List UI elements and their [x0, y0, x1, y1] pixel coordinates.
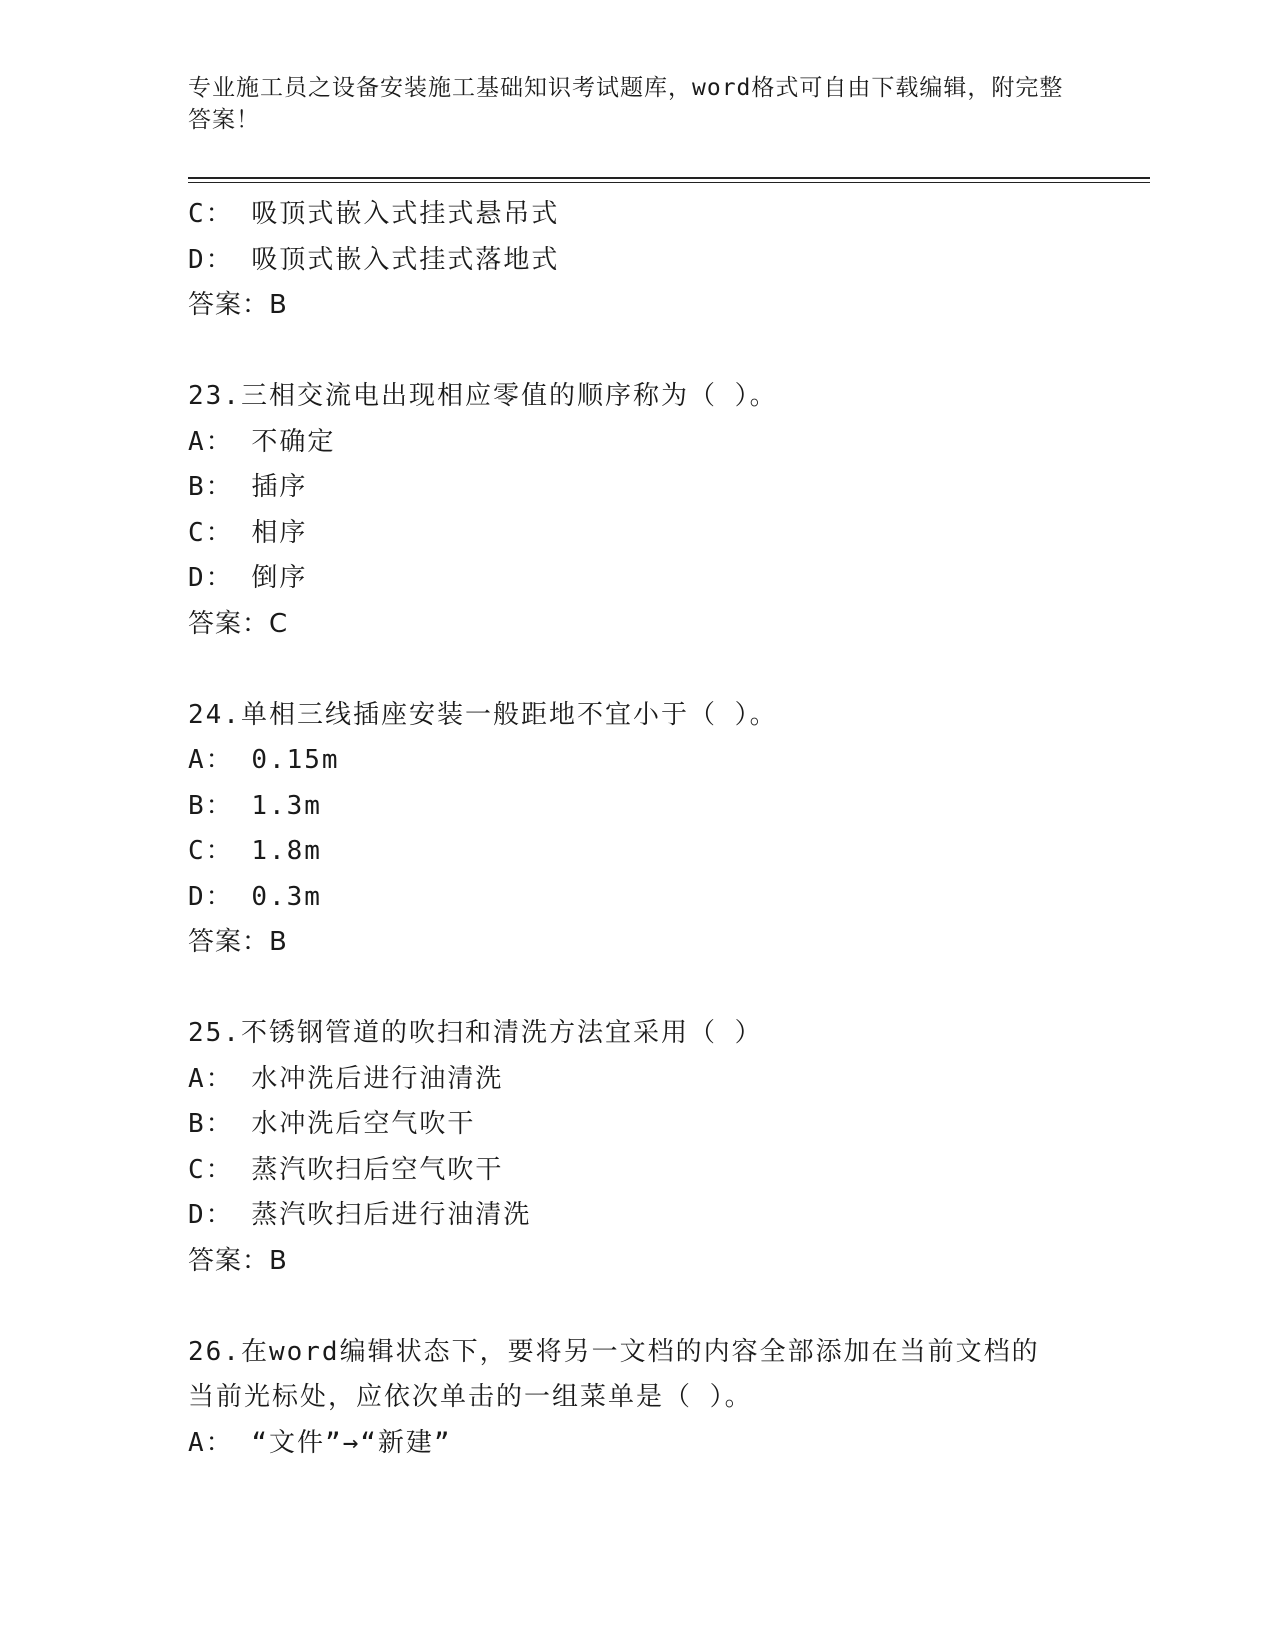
question-stem-line-1: 26.在word编辑状态下，要将另一文档的内容全部添加在当前文档的 — [188, 1336, 1040, 1367]
option-c: C： 相序 — [188, 517, 308, 548]
page-header: 专业施工员之设备安装施工基础知识考试题库，word格式可自由下载编辑，附完整答案！ — [188, 75, 1064, 133]
option-c: C： 蒸汽吹扫后空气吹干 — [188, 1154, 504, 1185]
question-list — [188, 192, 1088, 1466]
option-a: A： 0.15m — [188, 745, 340, 775]
option-b: B： 水冲洗后空气吹干 — [188, 1109, 476, 1139]
option-a: A： “文件”→“新建” — [188, 1427, 452, 1458]
option-d: D： 0.3m — [188, 881, 322, 912]
answer-line: 答案：B — [188, 927, 288, 957]
option-a: A： 水冲洗后进行油清洗 — [188, 1063, 504, 1094]
question-stem: 23.三相交流电出现相应零值的顺序称为（ ）。 — [188, 381, 778, 411]
question-stem: 24.单相三线插座安装一般距地不宜小于（ ）。 — [188, 699, 778, 730]
header-rule-thick — [188, 177, 1150, 179]
option-d: D： 吸顶式嵌入式挂式落地式 — [188, 244, 560, 275]
answer-line: 答案：B — [188, 1245, 288, 1276]
question-stem-line-2: 当前光标处，应依次单击的一组菜单是（ ）。 — [188, 1382, 753, 1412]
answer-line: 答案：C — [188, 608, 289, 639]
header-rule-thin — [188, 182, 1150, 183]
option-d: D： 倒序 — [188, 563, 308, 593]
option-c: C： 1.8m — [188, 836, 322, 866]
question-stem: 25.不锈钢管道的吹扫和清洗方法宜采用（ ） — [188, 1018, 763, 1048]
option-b: B： 1.3m — [188, 790, 322, 821]
answer-line: 答案：B — [188, 290, 288, 320]
option-d: D： 蒸汽吹扫后进行油清洗 — [188, 1200, 532, 1230]
option-b: B： 插序 — [188, 472, 308, 502]
option-c: C： 吸顶式嵌入式挂式悬吊式 — [188, 199, 560, 229]
option-a: A： 不确定 — [188, 426, 336, 457]
